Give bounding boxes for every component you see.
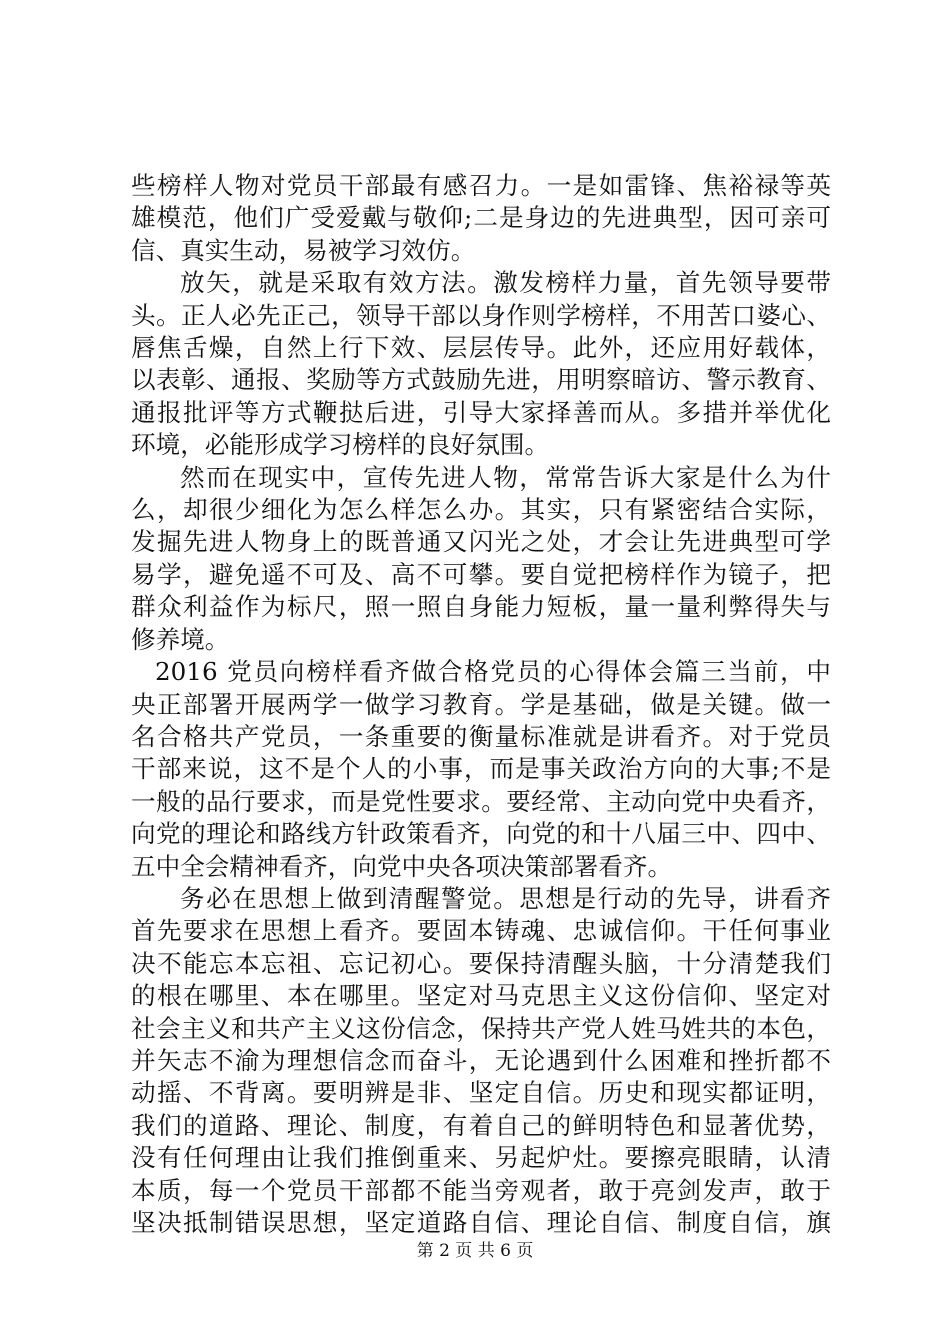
paragraph xyxy=(131,267,831,461)
text-line: 唇焦舌燥，自然上行下效、层层传导。此外，还应用好载体， xyxy=(131,333,831,363)
text-line: 通报批评等方式鞭挞后进，引导大家择善而从。多措并举优化 xyxy=(131,397,831,427)
text-line: 信、真实生动，易被学习效仿。 xyxy=(131,235,476,265)
text-line: 么，却很少细化为怎么样怎么办。其实，只有紧密结合实际， xyxy=(131,495,831,525)
text-line: 的根在哪里、本在哪里。坚定对马克思主义这份信仰、坚定对 xyxy=(131,981,831,1011)
text-line: 没有任何理由让我们推倒重来、另起炉灶。要擦亮眼睛，认清 xyxy=(131,1143,831,1173)
text-line: 我们的道路、理论、制度，有着自己的鲜明特色和显著优势， xyxy=(131,1110,831,1140)
text-line: 雄模范，他们广受爱戴与敬仰;二是身边的先进典型，因可亲可 xyxy=(131,203,831,233)
paragraph xyxy=(131,170,831,267)
text-line: 向党的理论和路线方针政策看齐，向党的和十八届三中、四中、 xyxy=(131,819,831,849)
text-line: 坚决抵制错误思想，坚定道路自信、理论自信、制度自信，旗 xyxy=(131,1208,831,1237)
text-line: 五中全会精神看齐，向党中央各项决策部署看齐。 xyxy=(131,851,673,881)
text-line: 环境，必能形成学习榜样的良好氛围。 xyxy=(131,430,550,460)
text-line: 首先要求在思想上看齐。要固本铸魂、忠诚信仰。干任何事业 xyxy=(131,916,831,946)
text-line: 社会主义和共产主义这份信念，保持共产党人姓马姓共的本色， xyxy=(131,1013,831,1043)
text-line: 务必在思想上做到清醒警觉。思想是行动的先导，讲看齐 xyxy=(180,883,831,913)
text-line: 2016 党员向榜样看齐做合格党员的心得体会篇三当前，中 xyxy=(155,657,831,687)
text-line: 央正部署开展两学一做学习教育。学是基础，做是关键。做一 xyxy=(131,689,831,719)
text-line: 头。正人必先正己，领导干部以身作则学榜样，不用苦口婆心、 xyxy=(131,300,831,330)
text-line: 修养境。 xyxy=(131,624,230,654)
body-text xyxy=(131,170,831,1239)
text-line: 易学，避免遥不可及、高不可攀。要自觉把榜样作为镜子，把 xyxy=(131,559,831,589)
paragraph xyxy=(131,883,831,1239)
text-line: 一般的品行要求，而是党性要求。要经常、主动向党中央看齐， xyxy=(131,786,831,816)
text-line: 干部来说，这不是个人的小事，而是事关政治方向的大事;不是 xyxy=(131,754,831,784)
text-line: 动摇、不背离。要明辨是非、坚定自信。历史和现实都证明， xyxy=(131,1078,831,1108)
paragraph xyxy=(131,656,831,883)
text-line: 本质，每一个党员干部都不能当旁观者，敢于亮剑发声，敢于 xyxy=(131,1175,831,1205)
text-line: 放矢，就是采取有效方法。激发榜样力量，首先领导要带 xyxy=(180,268,831,298)
text-line: 些榜样人物对党员干部最有感召力。一是如雷锋、焦裕禄等英 xyxy=(131,171,831,200)
paragraph xyxy=(131,462,831,656)
text-line: 发掘先进人物身上的既普通又闪光之处，才会让先进典型可学 xyxy=(131,527,831,557)
text-line: 以表彰、通报、奖励等方式鼓励先进，用明察暗访、警示教育、 xyxy=(131,365,831,395)
text-line: 并矢志不渝为理想信念而奋斗，无论遇到什么困难和挫折都不 xyxy=(131,1045,831,1075)
text-line: 决不能忘本忘祖、忘记初心。要保持清醒头脑，十分清楚我们 xyxy=(131,948,831,978)
text-line: 名合格共产党员，一条重要的衡量标准就是讲看齐。对于党员 xyxy=(131,721,831,751)
page-number-footer: 第 2 页 共 6 页 xyxy=(416,1241,534,1261)
text-line: 然而在现实中，宣传先进人物，常常告诉大家是什么为什 xyxy=(180,462,831,492)
text-line: 群众利益作为标尺，照一照自身能力短板，量一量利弊得失与 xyxy=(131,592,831,622)
